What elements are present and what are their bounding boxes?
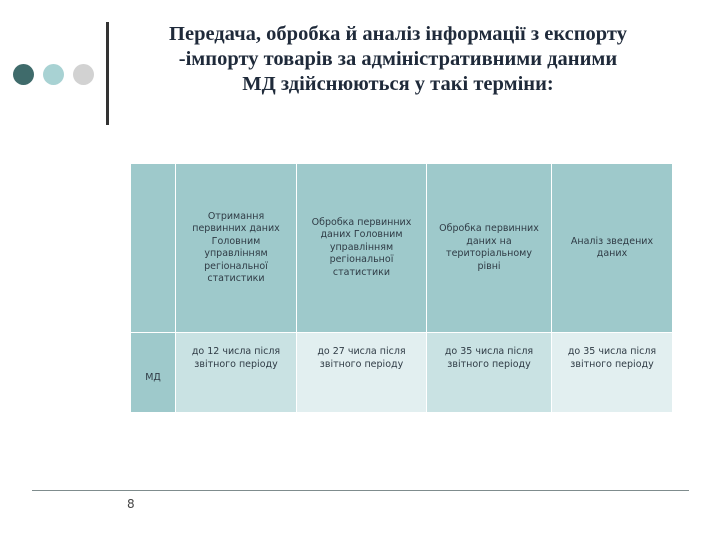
table-cell xyxy=(552,333,673,413)
cell-text: до 12 числа після звітного періоду xyxy=(191,346,281,370)
title-line-2: -імпорту товарів за адміністративними даними xyxy=(178,48,618,70)
table-header-row xyxy=(131,164,673,333)
cell-text: до 35 числа після звітного періоду xyxy=(444,346,534,370)
cell-text: до 27 числа після звітного періоду xyxy=(317,346,406,370)
footer-divider xyxy=(32,490,689,491)
table-cell xyxy=(427,333,552,413)
title-line-3: МД здійснюються у такі терміни: xyxy=(242,73,554,95)
table-header-territorial-processing: Обробка первинних даних на територіальному рівні xyxy=(427,164,552,333)
row-label-text: МД xyxy=(145,372,161,384)
title-line-1: Передача, обробка й аналіз інформації з експорту xyxy=(169,23,627,45)
slide-title xyxy=(118,22,678,97)
page-number: 8 xyxy=(127,497,135,511)
title-divider xyxy=(106,22,109,125)
table-header-corner xyxy=(131,164,176,333)
cell-text: до 35 числа після звітного періоду xyxy=(567,346,657,370)
table-row xyxy=(131,333,673,413)
terms-table xyxy=(130,163,673,413)
table-row-label xyxy=(131,333,176,413)
table-header-regional-processing: Обробка первинних даних Головним управлінням регіональної статистики xyxy=(297,164,427,333)
table-header-analysis: Аналіз зведених даних xyxy=(552,164,673,333)
decor-dot-dark xyxy=(13,64,34,85)
decor-dot-grey xyxy=(73,64,94,85)
table-cell xyxy=(297,333,427,413)
decor-dot-teal xyxy=(43,64,64,85)
table-cell xyxy=(176,333,297,413)
table-header-receipt: Отримання первинних даних Головним управлінням регіональної статистики xyxy=(176,164,297,333)
